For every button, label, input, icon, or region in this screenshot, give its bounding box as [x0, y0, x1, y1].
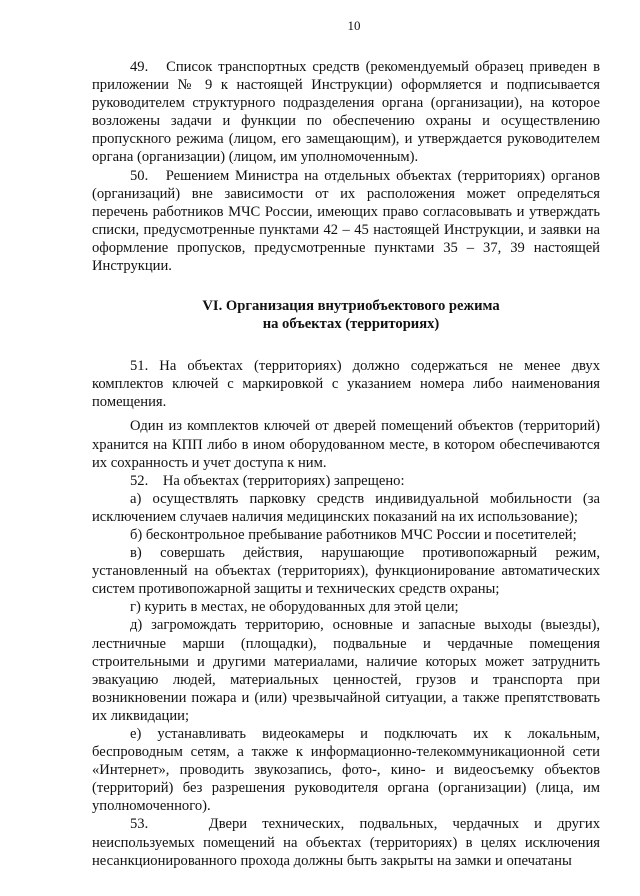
- section-heading: [92, 297, 600, 333]
- item-b: б) бесконтрольное пребывание работников МЧС России и посетителей;: [130, 526, 577, 543]
- paragraph-50: 50. Решением Министра на отдельных объектах (территориях) органов (организаций) вне зависимости от их расположения может определяться перечень работников МЧС России, имеющих право согласовывать и утверждать списки, предусмотренные пунктами 42 – 45 настоящей Инструкции, и заявки на оформление пропусков, предусмотренные пунктами 35 – 37, 39 настоящей Инструкции.: [92, 167, 600, 275]
- paragraph-49: 49. Список транспортных средств (рекомендуемый образец приведен в приложении № 9 к настоящей Инструкции) оформляется и подписывается руководителем структурного подразделения органа (организации), на которое возложены задачи и функции по обеспечению охраны и осуществлению пропускного режима (лицом, его замещающим), и утверждается руководителем органа (организации) (лицом, им уполномоченным).: [92, 59, 600, 166]
- section-heading-line2: на объектах (территориях): [262, 316, 440, 333]
- item-v: в) совершать действия, нарушающие противопожарный режим, установленный на объектах (территориях), функционирование автоматических систем противопожарной защиты и технических средств охраны;: [92, 545, 600, 598]
- section-heading-line1: VI. Организация внутриобъектового режима: [202, 298, 500, 315]
- item-a: а) осуществлять парковку средств индивидуальной мобильности (за исключением случаев наличия медицинских показаний на их использование);: [92, 490, 600, 525]
- item-e: е) устанавливать видеокамеры и подключать их к локальным, беспроводным сетям, а также к информационно-телекоммуникационной сети «Интернет», проводить звукозапись, фото-, кино- и видеосъемку объектов (территорий) без разрешения руководителя органа (организации) (лица, им уполномоченного).: [92, 726, 600, 815]
- page-number: 10: [347, 18, 361, 33]
- paragraph-51: 51. На объектах (территориях) должно содержаться не менее двух комплектов ключей с маркировкой с указанием номера либо наименования помещения.: [92, 358, 600, 411]
- paragraph-keys: Один из комплектов ключей от дверей помещений объектов (территорий) хранится на КПП либо в ином оборудованном месте, в котором обеспечиваются их сохранность и учет доступа к ним.: [92, 418, 600, 471]
- item-d: д) загромождать территорию, основные и запасные выходы (выезды), лестничные марши (площадки), подвальные и чердачные помещения строительными и другими материалами, наличие которых может затруднить эвакуацию людей, материальных ценностей, грузов и транспорта при возникновении пожара и (или) чрезвычайной ситуации, а также препятствовать их ликвидации;: [92, 617, 600, 724]
- paragraph-53: 53. Двери технических, подвальных, чердачных и других неиспользуемых помещений на объектах (территориях) в целях исключения несанкционированного прохода должны быть закрыты на замки и опечатаны: [92, 816, 600, 869]
- item-g: г) курить в местах, не оборудованных для этой цели;: [130, 599, 459, 616]
- paragraph-52: 52. На объектах (территориях) запрещено:: [130, 472, 405, 489]
